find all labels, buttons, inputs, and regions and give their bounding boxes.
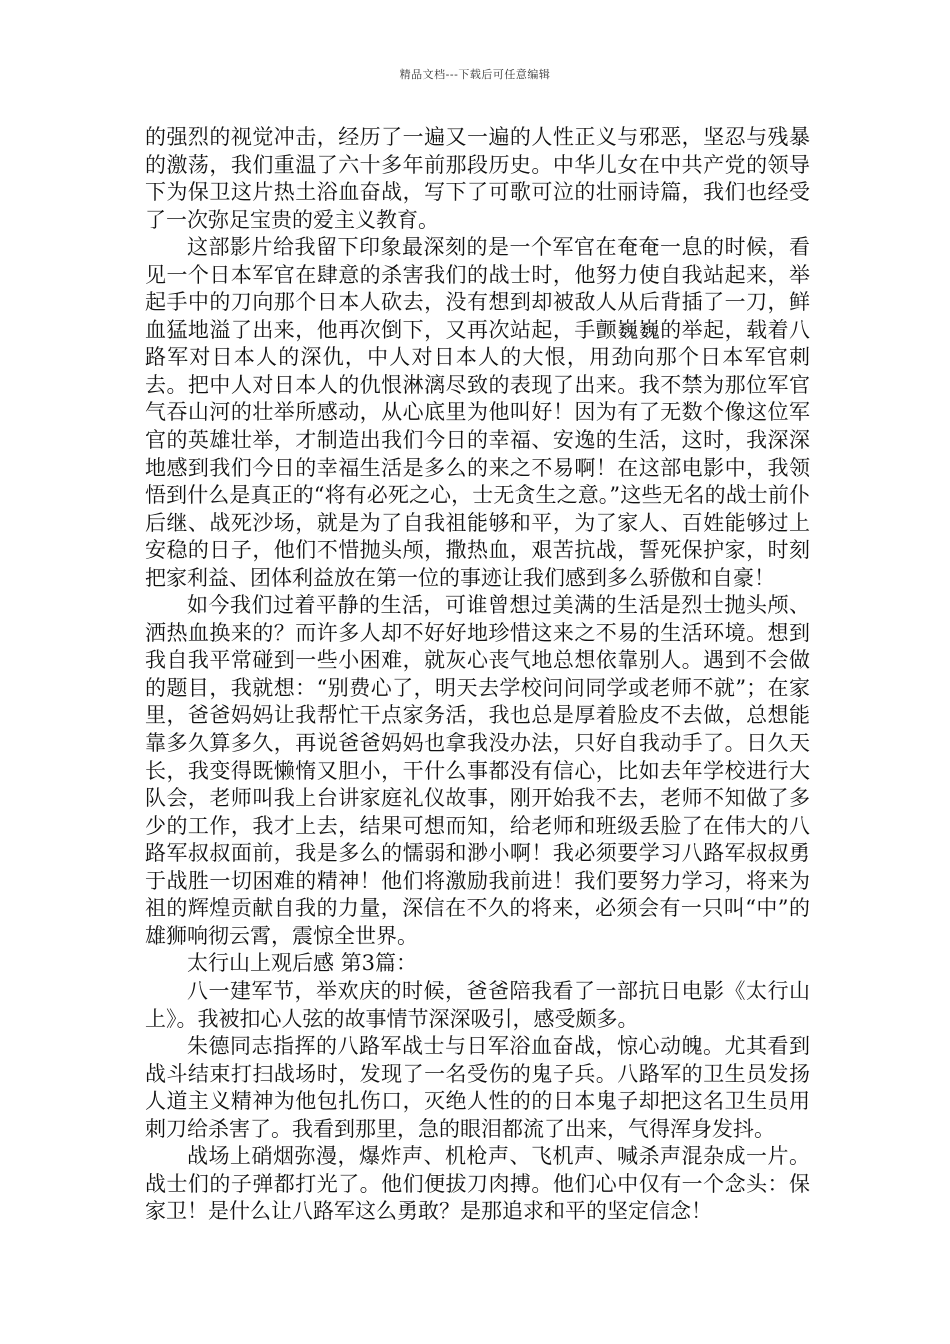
page-header: 精品文档---下载后可任意编辑 (399, 68, 551, 81)
paragraph-1: 的强烈的视觉冲击，经历了一遍又一遍的人性正义与邪恶，坚忍与残暴的激荡，我们重温了六十多年前那段历史。中华儿女在中共产党的领导下为保卫这片热土浴血奋战，写下了可歌可泣的壮丽诗篇，我们也经受了一次弥足宝贵的爱主义教育。 (145, 125, 810, 232)
document-body (145, 124, 810, 1226)
paragraph-2: 这部影片给我留下印象最深刻的是一个军官在奄奄一息的时候，看见一个日本军官在肆意的杀害我们的战士时，他努力使自我站起来，举起手中的刀向那个日本人砍去，没有想到却被敌人从后背插了一刀，鲜血猛地溢了出来，他再次倒下，又再次站起，手颤巍巍的举起，载着八路军对日本人的深仇，中人对日本人的大恨，用劲向那个日本军官刺去。把中人对日本人的仇恨淋漓尽致的表现了出来。我不禁为那位军官气吞山河的壮举所感动，从心底里为他叫好！因为有了无数个像这位军官的英雄壮举，才制造出我们今日的幸福、安逸的生活，这时，我深深地感到我们今日的幸福生活是多么的来之不易啊！在这部电影中，我领悟到什么是真正的“将有必死之心，士无贪生之意。”这些无名的战士前仆后继、战死沙场，就是为了自我祖能够和平，为了家人、百姓能够过上安稳的日子，他们不惜抛头颅，撒热血，艰苦抗战，誓死保护家，时刻把家利益、团体利益放在第一位的事迹让我们感到多么骄傲和自豪！ (145, 235, 810, 590)
paragraph-3: 如今我们过着平静的生活，可谁曾想过美满的生活是烈士抛头颅、洒热血换来的？而许多人却不好好地珍惜这来之不易的生活环境。想到我自我平常碰到一些小困难，就灰心丧气地总想依靠别人。遇到不会做的题目，我就想：“别费心了，明天去学校问问同学或老师不就”；在家里，爸爸妈妈让我帮忙干点家务活，我也总是厚着脸皮不去做，总想能靠多久算多久，再说爸爸妈妈也拿我没办法，只好自我动手了。日久天长，我变得既懒惰又胆小，干什么事都没有信心，比如去年学校进行大队会，老师叫我上台讲家庭礼仪故事，刚开始我不去，老师不知做了多少的工作，我才上去，结果可想而知，给老师和班级丢脸了在伟大的八路军叔叔面前，我是多么的懦弱和渺小啊！我必须要学习八路军叔叔勇于战胜一切困难的精神！他们将激励我前进！我们要努力学习，将来为祖的辉煌贡献自我的力量，深信在不久的将来，必须会有一只叫“中”的雄狮响彻云霄，震惊全世界。 (145, 593, 810, 948)
paragraph-4: 八一建军节，举欢庆的时候，爸爸陪我看了一部抗日电影《太行山上》。我被扣心人弦的故事情节深深吸引，感受颇多。 (145, 978, 810, 1031)
paragraph-5: 朱德同志指挥的八路军战士与日军浴血奋战，惊心动魄。尤其看到战斗结束打扫战场时，发现了一名受伤的鬼子兵。八路军的卫生员发扬人道主义精神为他包扎伤口，灭绝人性的的日本鬼子却把这名卫生员用刺刀给杀害了。我看到那里，急的眼泪都流了出来，气得浑身发抖。 (145, 1034, 810, 1141)
paragraph-6: 战场上硝烟弥漫，爆炸声、机枪声、飞机声、喊杀声混杂成一片。战士们的子弹都打光了。他们便拔刀肉搏。他们心中仅有一个念头：保家卫！是什么让八路军这么勇敢？是那追求和平的坚定信念！ (145, 1144, 810, 1224)
section-heading: 太行山上观后感 第3篇： (187, 951, 418, 976)
